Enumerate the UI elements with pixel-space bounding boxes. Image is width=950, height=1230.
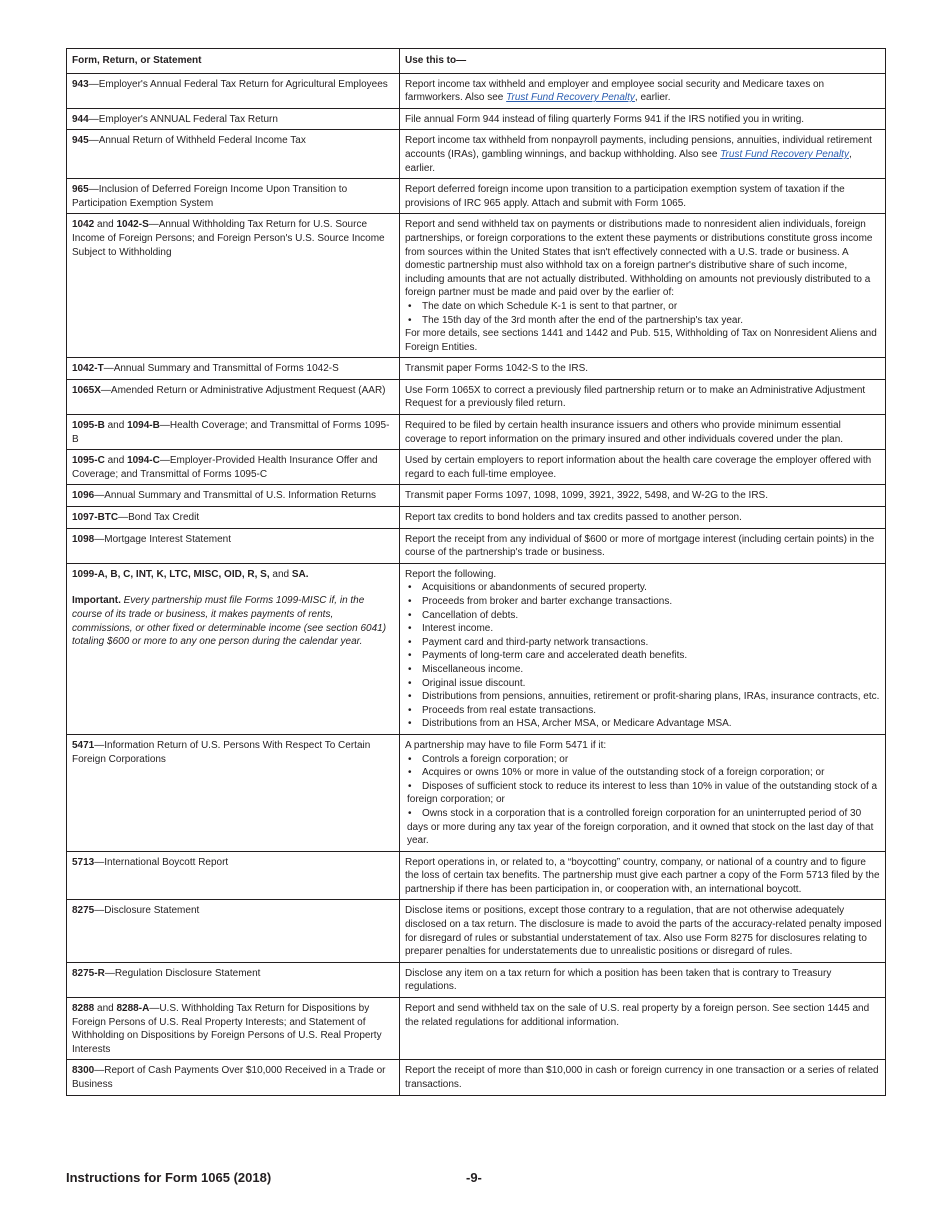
form-number: 1098 (72, 533, 95, 545)
form-number-2: 1094-B (127, 420, 160, 432)
bullet-icon: • (408, 582, 412, 594)
form-number: 1065X (72, 384, 101, 396)
form-cell (67, 962, 400, 997)
form-number-2: 8288-A (116, 1003, 150, 1015)
bullet-icon: • (408, 718, 412, 730)
use-cell (400, 214, 886, 358)
table-row (67, 851, 886, 900)
use-cell: Required to be filed by certain health insurance issuers and others who provide minimum essential coverage to report information on the primary insured and other individuals covered under the plan. (400, 415, 886, 450)
form-title: —Disclosure Statement (94, 905, 200, 917)
use-text-end: , earlier. (634, 92, 671, 104)
use-cell: Report the receipt of more than $10,000 in cash or foreign currency in one transaction or a series of related transactions. (400, 1060, 886, 1095)
form-cell (67, 734, 400, 851)
form-cell (67, 179, 400, 214)
form-title: —Annual Withholding Tax Return for U.S. Source Income of Foreign Persons; and Foreign Person's U.S. Source Income Subject to Withholding (72, 219, 385, 258)
page-footer (66, 1170, 885, 1185)
use-text: A partnership may have to file Form 5471 if it: (405, 739, 607, 751)
form-number-2: SA. (291, 568, 309, 580)
bullet-item: • The date on which Schedule K-1 is sent to that partner, or (408, 300, 678, 312)
bullet-icon: • (408, 807, 412, 819)
form-title: —Inclusion of Deferred Foreign Income Upon Transition to Participation Exemption System (72, 184, 348, 209)
use-cell: Report operations in, or related to, a “boycotting” country, company, or national of a country and to figure the loss of certain tax benefits. The partnership must give each partner a copy of the Form 5713 filed by the partnership if there has been participation in, or cooperation with, an international boycott. (400, 851, 886, 900)
form-number: 8300 (72, 1065, 95, 1077)
bullet-icon: • (408, 650, 412, 662)
form-number: 965 (72, 184, 89, 196)
page-number: -9- (466, 1170, 482, 1185)
form-cell (67, 108, 400, 130)
form-cell (67, 130, 400, 179)
table-row (67, 485, 886, 507)
trust-fund-link[interactable]: Trust Fund Recovery Penalty (506, 92, 635, 104)
bullet-item: • Acquires or owns 10% or more in value of the outstanding stock of a foreign corporation; or (408, 767, 825, 779)
form-number: 1042-T (72, 363, 104, 375)
form-number: 1042 (72, 219, 95, 231)
table-row (67, 214, 886, 358)
use-cell: Transmit paper Forms 1042-S to the IRS. (400, 358, 886, 380)
table-row (67, 563, 886, 734)
and-text: and (104, 420, 128, 432)
form-number: 1095-C (72, 455, 105, 467)
bullet-item: • Original issue discount. (408, 677, 526, 689)
form-cell (67, 563, 400, 734)
use-text: Report and send withheld tax on payments or distributions made to nonresident alien individuals, foreign partnerships, or foreign corporations to the extent these payments or distributions constitute gross income from sources within the United States that isn't effectively connected with a U.S. trade or business. A domestic partnership must also withhold tax on a foreign partner's distributive share of such income, including amounts that are not actually distributed. Withholding on amounts not previously distributed to a foreign partner must be made and paid over by the earlier of: (405, 219, 873, 299)
table-row (67, 130, 886, 179)
form-number: 8275 (72, 905, 95, 917)
table-row (67, 73, 886, 108)
bullet-icon: • (408, 300, 412, 312)
form-number: 944 (72, 113, 89, 125)
important-note (72, 594, 396, 648)
use-text: Report income tax withheld and employer and employee social security and Medicare taxes on farmworkers. Also see (405, 78, 825, 104)
form-title: —Bond Tax Credit (118, 512, 200, 524)
form-cell (67, 528, 400, 563)
footer-title: Instructions for Form 1065 (2018) (66, 1170, 272, 1185)
form-cell (67, 214, 400, 358)
bullet-item: • Payments of long-term care and accelerated death benefits. (408, 650, 688, 662)
form-title: —Annual Summary and Transmittal of U.S. Information Returns (94, 490, 377, 502)
bullet-icon: • (408, 691, 412, 703)
table-row (67, 507, 886, 529)
use-cell: Use Form 1065X to correct a previously filed partnership return or to make an Administrative Adjustment Request for a previously filed return. (400, 379, 886, 414)
table-row (67, 450, 886, 485)
form-number: 945 (72, 135, 89, 147)
bullet-icon: • (408, 663, 412, 675)
form-cell (67, 1060, 400, 1095)
bullet-item: • Miscellaneous income. (408, 663, 524, 675)
form-number: 1096 (72, 490, 95, 502)
bullet-icon: • (408, 753, 412, 765)
forms-table (66, 48, 886, 1096)
column-header-use: Use this to— (400, 49, 886, 74)
use-text: Report income tax withheld from nonpayroll payments, including pensions, annuities, individual retirement accounts (IRAs), gambling winnings, and backup withholding. Also see (405, 135, 872, 160)
bullet-item: • Cancellation of debts. (408, 609, 519, 621)
bullet-item: • Distributions from an HSA, Archer MSA, or Medicare Advantage MSA. (408, 718, 732, 730)
form-cell (67, 998, 400, 1060)
use-text-end: For more details, see sections 1441 and 1442 and Pub. 515, Withholding of Tax on Nonresident Aliens and Foreign Entities. (405, 328, 877, 353)
table-row (67, 108, 886, 130)
form-cell (67, 450, 400, 485)
form-title: —Annual Summary and Transmittal of Forms 1042-S (103, 363, 339, 375)
table-row (67, 1060, 886, 1095)
use-cell: Used by certain employers to report information about the health care coverage the employer offered with regard to each full-time employee. (400, 450, 886, 485)
important-label: Important. (72, 595, 121, 607)
use-cell (400, 734, 886, 851)
form-cell (67, 900, 400, 962)
form-number: 1097-BTC (72, 512, 119, 524)
and-text: and (94, 219, 117, 231)
form-title: —Amended Return or Administrative Adjustment Request (AAR) (100, 384, 386, 396)
form-cell (67, 485, 400, 507)
form-cell (67, 358, 400, 380)
table-row (67, 379, 886, 414)
and-text: and (269, 568, 292, 580)
form-title: —Employer-Provided Health Insurance Offer and Coverage; and Transmittal of Forms 1095-C (72, 455, 378, 480)
form-cell (67, 379, 400, 414)
bullet-icon: • (408, 596, 412, 607)
bullet-icon: • (408, 780, 412, 792)
use-cell: Disclose any item on a tax return for which a position has been taken that is contrary to Treasury regulations. (400, 962, 886, 997)
form-number: 1099-A, B, C, INT, K, LTC, MISC, OID, R, S, (72, 568, 270, 580)
use-cell (400, 130, 886, 179)
form-title: —U.S. Withholding Tax Return for Dispositions by Foreign Persons of U.S. Real Property Interests; and Statement of Withholding on Dispositions by Foreign Persons of U.S. Real Property Interests (72, 1003, 382, 1055)
bullet-item: • Disposes of sufficient stock to reduce its interest to less than 10% in value of the outstanding stock of a foreign corporation; or (407, 780, 878, 806)
form-number: 1095-B (72, 420, 105, 432)
use-text-end: , earlier. (405, 148, 852, 174)
trust-fund-link[interactable]: Trust Fund Recovery Penalty (720, 148, 849, 160)
form-number: 8288 (72, 1003, 95, 1015)
table-row (67, 900, 886, 962)
table-row (67, 962, 886, 997)
form-number: 8275-R (72, 967, 105, 979)
bullet-icon: • (408, 767, 412, 779)
bullet-item: • Proceeds from broker and barter exchange transactions. (408, 596, 673, 607)
use-cell: Report and send withheld tax on the sale of U.S. real property by a foreign person. See section 1445 and the related regulations for additional information. (400, 998, 886, 1060)
bullet-item: • Distributions from pensions, annuities, retirement or profit-sharing plans, IRAs, insurance contracts, etc. (408, 691, 880, 703)
table-row (67, 179, 886, 214)
form-title: —Report of Cash Payments Over $10,000 Received in a Trade or Business (72, 1065, 386, 1090)
form-cell (67, 73, 400, 108)
bullet-icon: • (408, 314, 412, 326)
table-row (67, 358, 886, 380)
important-text: Every partnership must file Forms 1099-MISC if, in the course of its trade or business, it makes payments of rents, commissions, or other fixed or determinable income (see section 6041) totaling $600 or more to any one person during the calendar year. (72, 595, 387, 648)
form-number-2: 1042-S (116, 219, 149, 231)
form-number-2: 1094-C (127, 455, 160, 467)
form-title: —Employer's Annual Federal Tax Return for Agricultural Employees (88, 78, 388, 90)
bullet-item: • The 15th day of the 3rd month after the end of the partnership's tax year. (408, 314, 743, 326)
and-text: and (94, 1003, 117, 1015)
bullet-icon: • (408, 677, 412, 689)
form-title: —Regulation Disclosure Statement (104, 967, 261, 979)
bullet-item: • Controls a foreign corporation; or (408, 753, 569, 765)
form-title: —Mortgage Interest Statement (94, 533, 231, 545)
form-cell (67, 851, 400, 900)
bullet-item: • Payment card and third-party network transactions. (408, 636, 649, 648)
table-row (67, 998, 886, 1060)
column-header-form: Form, Return, or Statement (67, 49, 400, 74)
bullet-icon: • (408, 704, 412, 716)
bullet-icon: • (408, 623, 412, 635)
table-row (67, 528, 886, 563)
use-cell: Disclose items or positions, except those contrary to a regulation, that are not otherwise adequately disclosed on a tax return. The disclosure is made to avoid the parts of the accuracy-related penalty imposed for disregard of rules or substantial understatement of tax. Also use Form 8275 for disclosures relating to preparer penalties for understatements due to unrealistic positions or disregard of rules. (400, 900, 886, 962)
bullet-item: • Proceeds from real estate transactions. (408, 704, 596, 716)
use-cell: Report tax credits to bond holders and tax credits passed to another person. (400, 507, 886, 529)
and-text: and (104, 455, 128, 467)
table-row (67, 415, 886, 450)
form-title: —Annual Return of Withheld Federal Income Tax (88, 135, 306, 147)
form-cell (67, 415, 400, 450)
form-number: 943 (72, 78, 89, 90)
form-cell (67, 507, 400, 529)
form-number: 5713 (72, 856, 95, 868)
use-cell: File annual Form 944 instead of filing quarterly Forms 941 if the IRS notified you in writing. (400, 108, 886, 130)
use-cell: Transmit paper Forms 1097, 1098, 1099, 3921, 3922, 5498, and W-2G to the IRS. (400, 485, 886, 507)
bullet-item: • Owns stock in a corporation that is a controlled foreign corporation for an uninterrupted period of 30 days or more during any tax year of the foreign corporation, and it owned that stock on the last day of that year. (407, 807, 874, 847)
bullet-item: • Interest income. (408, 623, 494, 635)
form-title: —Employer's ANNUAL Federal Tax Return (88, 113, 278, 125)
form-title: —Health Coverage; and Transmittal of Forms 1095-B (72, 420, 390, 445)
use-cell (400, 73, 886, 108)
use-cell: Report the receipt from any individual of $600 or more of mortgage interest (including certain points) in the course of the partnership's trade or business. (400, 528, 886, 563)
form-title: —International Boycott Report (94, 856, 229, 868)
bullet-icon: • (408, 636, 412, 648)
table-row (67, 734, 886, 851)
table-header-row (67, 49, 886, 74)
form-number: 5471 (72, 739, 95, 751)
bullet-item: • Acquisitions or abandonments of secured property. (408, 582, 647, 594)
form-title: —Information Return of U.S. Persons With Respect To Certain Foreign Corporations (72, 739, 371, 765)
use-text: Report the following. (405, 568, 497, 580)
use-cell (400, 563, 886, 734)
bullet-icon: • (408, 609, 412, 621)
use-cell: Report deferred foreign income upon transition to a participation exemption system of taxation if the provisions of IRC 965 apply. Attach and submit with Form 1065. (400, 179, 886, 214)
